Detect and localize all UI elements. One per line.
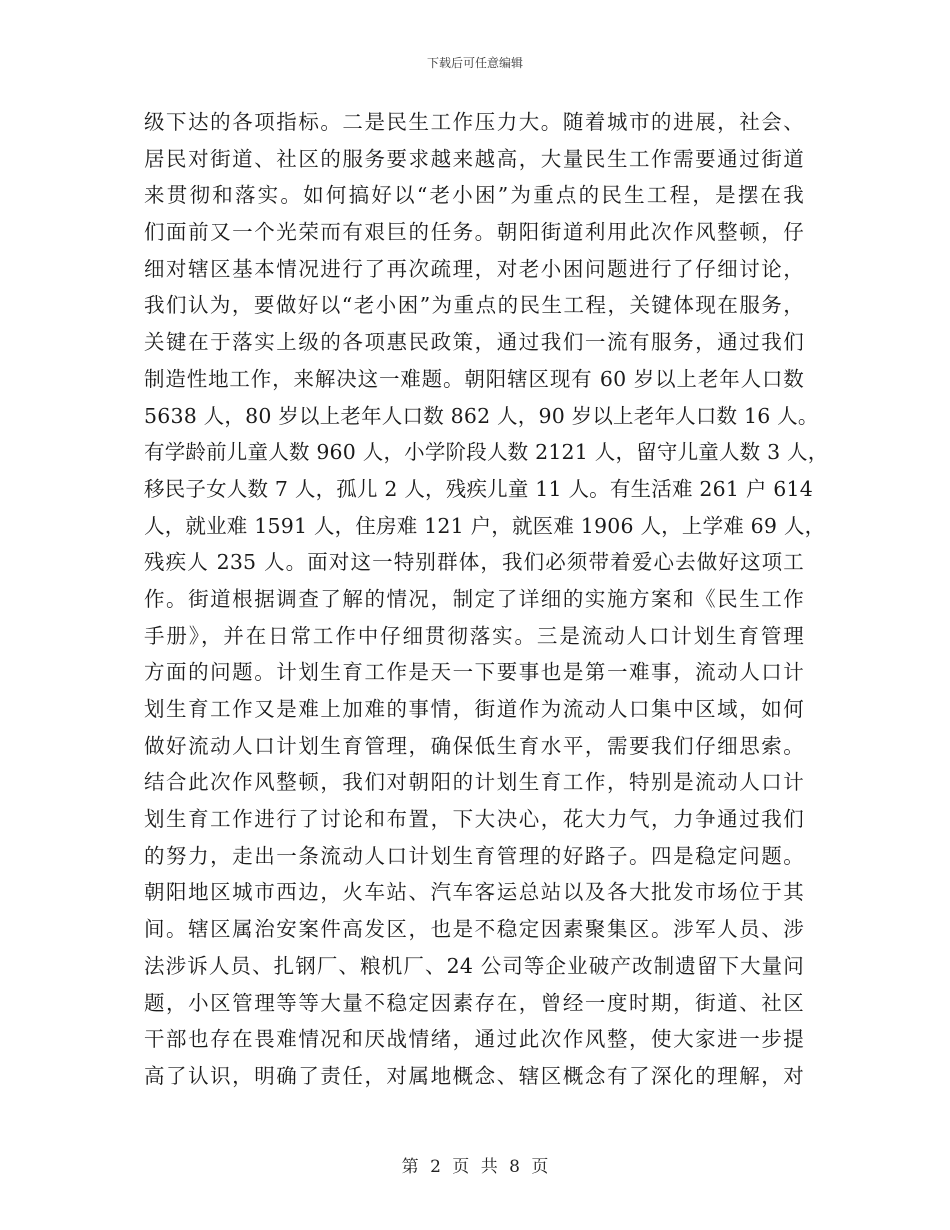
- body-line: 来贯彻和落实。如何搞好以“老小困”为重点的民生工程，是摆在我: [144, 183, 804, 208]
- body-line: 划生育工作进行了讨论和布置，下大决心，花大力气，力争通过我们: [144, 807, 804, 832]
- body-line: 法涉诉人员、扎钢厂、粮机厂、24 公司等企业破产改制遗留下大量问: [144, 953, 804, 978]
- body-line: 划生育工作又是难上加难的事情，街道作为流动人口集中区域，如何: [144, 697, 804, 721]
- document-body: [144, 104, 829, 1095]
- body-line: 手册》，并在日常工作中仔细贯彻落实。三是流动人口计划生育管理: [144, 623, 804, 648]
- page-number: 第 2 页 共 8 页: [401, 1157, 549, 1177]
- body-line: 作。街道根据调查了解的情况，制定了详细的实施方案和《民生工作: [144, 586, 804, 611]
- body-line: 方面的问题。计划生育工作是天一下要事也是第一难事，流动人口计: [144, 660, 804, 685]
- body-line: 人，就业难 1591 人，住房难 121 户，就医难 1906 人，上学难 69 人，: [144, 513, 826, 538]
- body-line: 有学龄前儿童人数 960 人，小学阶段人数 2121 人，留守儿童人数 3 人，: [144, 440, 829, 465]
- body-line: 题，小区管理等等大量不稳定因素存在，曾经一度时期，街道、社区: [144, 990, 804, 1015]
- body-line: 的努力，走出一条流动人口计划生育管理的好路子。四是稳定问题。: [144, 843, 804, 868]
- body-line: 级下达的各项指标。二是民生工作压力大。随着城市的进展，社会、: [144, 110, 804, 134]
- body-line: 关键在于落实上级的各项惠民政策，通过我们一流有服务，通过我们: [144, 330, 804, 355]
- body-line: 我们认为，要做好以“老小困”为重点的民生工程，关键体现在服务，: [144, 293, 804, 318]
- body-line: 做好流动人口计划生育管理，确保低生育水平，需要我们仔细思索。: [144, 733, 804, 758]
- body-line: 居民对街道、社区的服务要求越来越高，大量民生工作需要通过街道: [144, 146, 804, 171]
- body-line: 细对辖区基本情况进行了再次疏理，对老小困问题进行了仔细讨论，: [144, 256, 804, 281]
- page-header-note: 下载后可任意编辑: [426, 56, 523, 70]
- body-line: 高了认识，明确了责任，对属地概念、辖区概念有了深化的理解，对: [144, 1063, 804, 1088]
- body-line: 干部也存在畏难情况和厌战情绪，通过此次作风整，使大家进一步提: [144, 1027, 804, 1052]
- body-line: 残疾人 235 人。面对这一特别群体，我们必须带着爱心去做好这项工: [144, 550, 804, 575]
- body-line: 移民子女人数 7 人，孤儿 2 人，残疾儿童 11 人。有生活难 261 户 614: [144, 476, 813, 501]
- body-line: 结合此次作风整顿，我们对朝阳的计划生育工作，特别是流动人口计: [144, 770, 804, 795]
- body-line: 间。辖区属治安案件高发区，也是不稳定因素聚集区。涉军人员、涉: [144, 917, 804, 942]
- body-line: 制造性地工作，来解决这一难题。朝阳辖区现有 60 岁以上老年人口数: [144, 366, 804, 391]
- body-line: 5638 人，80 岁以上老年人口数 862 人，90 岁以上老年人口数 16 人。: [144, 403, 819, 428]
- body-line: 们面前又一个光荣而有艰巨的任务。朝阳街道利用此次作风整顿，仔: [144, 220, 804, 245]
- body-line: 朝阳地区城市西边，火车站、汽车客运总站以及各大批发市场位于其: [144, 880, 804, 905]
